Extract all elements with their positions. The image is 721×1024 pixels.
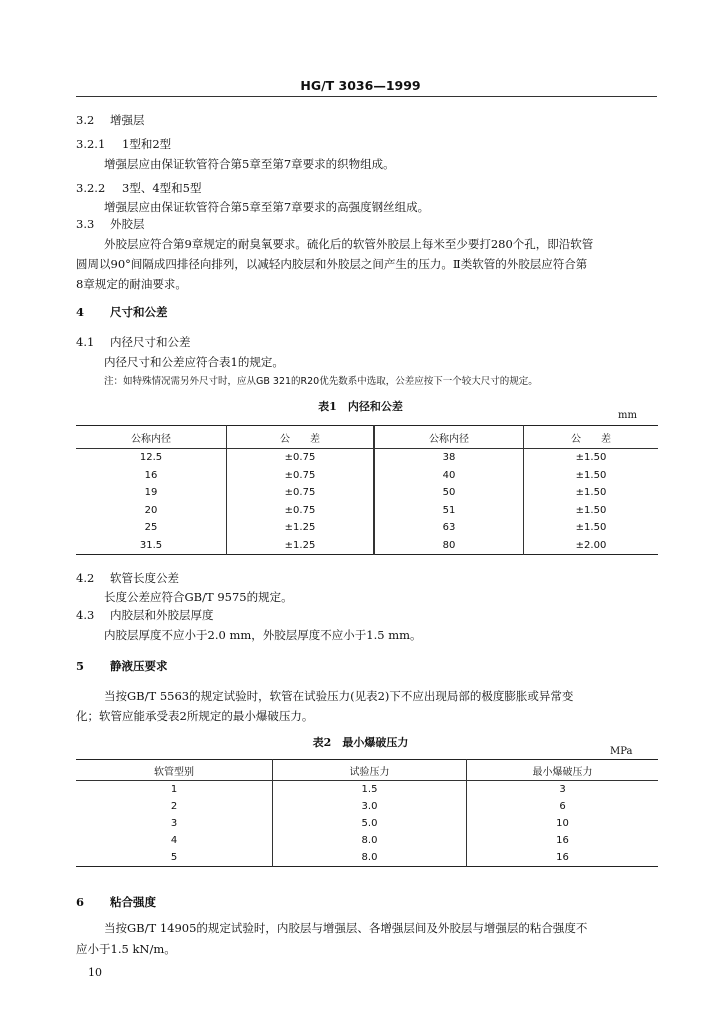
table-cell: 4 xyxy=(170,835,178,846)
table-header-row xyxy=(76,426,658,449)
section-number: 6 xyxy=(76,895,85,909)
table-cell: ±0.75 xyxy=(227,449,375,467)
section-title: 尺寸和公差 xyxy=(110,305,168,319)
section-4-1 xyxy=(76,334,191,350)
section-3-2-1 xyxy=(76,136,171,152)
table-cell: ±1.25 xyxy=(227,519,375,537)
column-header: 公 差 xyxy=(524,426,659,449)
table-cell: 1.5 xyxy=(273,781,467,799)
table-2-caption: 表2 最小爆破压力 xyxy=(312,736,409,749)
section-5 xyxy=(76,658,168,674)
section-3-3-line-1: 外胶层应符合第9章规定的耐臭氧要求。硫化后的软管外胶层上每米至少要打280个孔，即沿软管 xyxy=(104,237,594,251)
section-title: 静液压要求 xyxy=(110,659,168,673)
table-cell: ±0.75 xyxy=(227,502,375,520)
table-row xyxy=(76,849,658,867)
section-3-3 xyxy=(76,216,145,232)
section-number: 3.2.2 xyxy=(76,181,106,195)
table-cell: 5.0 xyxy=(273,815,467,832)
section-title: 软管长度公差 xyxy=(110,571,179,585)
section-5-line-1: 当按GB/T 5563的规定试验时，软管在试验压力(见表2)下不应出现局部的极度膨胀或异常变 xyxy=(104,689,574,703)
table-row xyxy=(76,798,658,815)
column-header: 公称内径 xyxy=(374,426,524,449)
column-header: 试验压力 xyxy=(273,760,467,781)
section-number: 4.3 xyxy=(76,608,95,622)
table-2 xyxy=(76,759,658,867)
section-3-2-2 xyxy=(76,180,201,196)
page-number: 10 xyxy=(88,966,102,979)
section-number: 4.1 xyxy=(76,335,95,349)
table-row xyxy=(76,815,658,832)
table-1-caption: 表1 内径和公差 xyxy=(318,400,403,413)
section-3-3-line-2: 圆周以90°间隔成四排径向排列，以减轻内胶层和外胶层之间产生的压力。Ⅱ类软管的外胶层应符合第 xyxy=(76,257,588,271)
table-cell: 38 xyxy=(374,449,524,467)
table-2-unit: MPa xyxy=(610,746,633,757)
table-cell: 1 xyxy=(170,784,178,795)
table-cell: 16 xyxy=(144,469,158,481)
section-3-2-2-text: 增强层应由保证软管符合第5章至第7章要求的高强度钢丝组成。 xyxy=(104,200,430,214)
table-cell: ±0.75 xyxy=(227,484,375,502)
table-cell: ±1.50 xyxy=(524,502,659,520)
table-cell: 25 xyxy=(144,522,158,534)
table-cell: 16 xyxy=(467,849,659,867)
table-cell: ±0.75 xyxy=(227,467,375,485)
table-cell: 3 xyxy=(170,818,178,829)
table-1 xyxy=(76,425,658,555)
section-4-1-text: 内径尺寸和公差应符合表1的规定。 xyxy=(104,355,284,369)
section-4-3-text: 内胶层厚度不应小于2.0 mm，外胶层厚度不应小于1.5 mm。 xyxy=(104,628,422,642)
section-5-line-2: 化；软管应能承受表2所规定的最小爆破压力。 xyxy=(76,709,314,723)
column-header: 公称内径 xyxy=(76,426,227,449)
table-row xyxy=(76,781,658,799)
section-title: 外胶层 xyxy=(110,217,145,231)
section-title: 增强层 xyxy=(110,113,145,127)
section-title: 3型、4型和5型 xyxy=(122,181,202,195)
section-number: 3.2.1 xyxy=(76,137,106,151)
table-cell: 8.0 xyxy=(273,832,467,849)
column-header: 最小爆破压力 xyxy=(467,760,659,781)
table-cell: 16 xyxy=(467,832,659,849)
section-number: 5 xyxy=(76,659,85,673)
section-number: 4 xyxy=(76,305,85,319)
section-6-line-1: 当按GB/T 14905的规定试验时，内胶层与增强层、各增强层间及外胶层与增强层的粘合强度不 xyxy=(104,921,588,935)
table-cell: 2 xyxy=(170,801,178,812)
table-row xyxy=(76,467,658,485)
column-header: 软管型别 xyxy=(76,760,273,781)
table-cell: 12.5 xyxy=(139,452,163,464)
table-1-note: 注：如特殊情况需另外尺寸时，应从GB 321的R20优先数系中选取，公差应按下一个较大尺寸的规定。 xyxy=(104,376,538,387)
table-cell: 5 xyxy=(170,852,178,863)
section-title: 1型和2型 xyxy=(122,137,172,151)
table-cell: 40 xyxy=(374,467,524,485)
table-cell: 51 xyxy=(374,502,524,520)
table-cell: 10 xyxy=(467,815,659,832)
table-cell: 80 xyxy=(374,537,524,555)
table-cell: ±1.50 xyxy=(524,467,659,485)
table-cell: ±1.50 xyxy=(524,519,659,537)
section-4 xyxy=(76,304,168,320)
running-header: HG/T 3036—1999 xyxy=(300,78,421,93)
table-row xyxy=(76,449,658,467)
section-number: 3.2 xyxy=(76,113,95,127)
section-number: 3.3 xyxy=(76,217,95,231)
section-title: 内径尺寸和公差 xyxy=(110,335,191,349)
section-3-2 xyxy=(76,112,145,128)
table-cell: 50 xyxy=(374,484,524,502)
table-cell: ±1.50 xyxy=(524,449,659,467)
table-row xyxy=(76,502,658,520)
table-cell: 8.0 xyxy=(273,849,467,867)
section-title: 粘合强度 xyxy=(110,895,156,909)
table-cell: 31.5 xyxy=(139,539,163,551)
table-cell: ±1.50 xyxy=(524,484,659,502)
table-cell: ±1.25 xyxy=(227,537,375,555)
table-cell: 63 xyxy=(374,519,524,537)
table-row xyxy=(76,832,658,849)
table-cell: 20 xyxy=(144,504,158,516)
table-cell: ±2.00 xyxy=(524,537,659,555)
table-row xyxy=(76,519,658,537)
section-title: 内胶层和外胶层厚度 xyxy=(110,608,214,622)
header-rule xyxy=(76,96,657,97)
table-cell: 19 xyxy=(144,487,158,499)
table-cell: 3 xyxy=(467,781,659,799)
table-cell: 6 xyxy=(467,798,659,815)
section-4-2 xyxy=(76,570,179,586)
table-cell: 3.0 xyxy=(273,798,467,815)
section-number: 4.2 xyxy=(76,571,95,585)
section-6 xyxy=(76,894,156,910)
section-3-3-line-3: 8章规定的耐油要求。 xyxy=(76,277,187,291)
section-4-2-text: 长度公差应符合GB/T 9575的规定。 xyxy=(104,590,293,604)
table-1-unit: mm xyxy=(618,410,637,421)
column-header: 公 差 xyxy=(227,426,375,449)
section-4-3 xyxy=(76,607,214,623)
table-row xyxy=(76,484,658,502)
section-3-2-1-text: 增强层应由保证软管符合第5章至第7章要求的织物组成。 xyxy=(104,157,395,171)
table-row xyxy=(76,537,658,555)
table-header-row xyxy=(76,760,658,781)
section-6-line-2: 应小于1.5 kN/m。 xyxy=(76,942,176,956)
